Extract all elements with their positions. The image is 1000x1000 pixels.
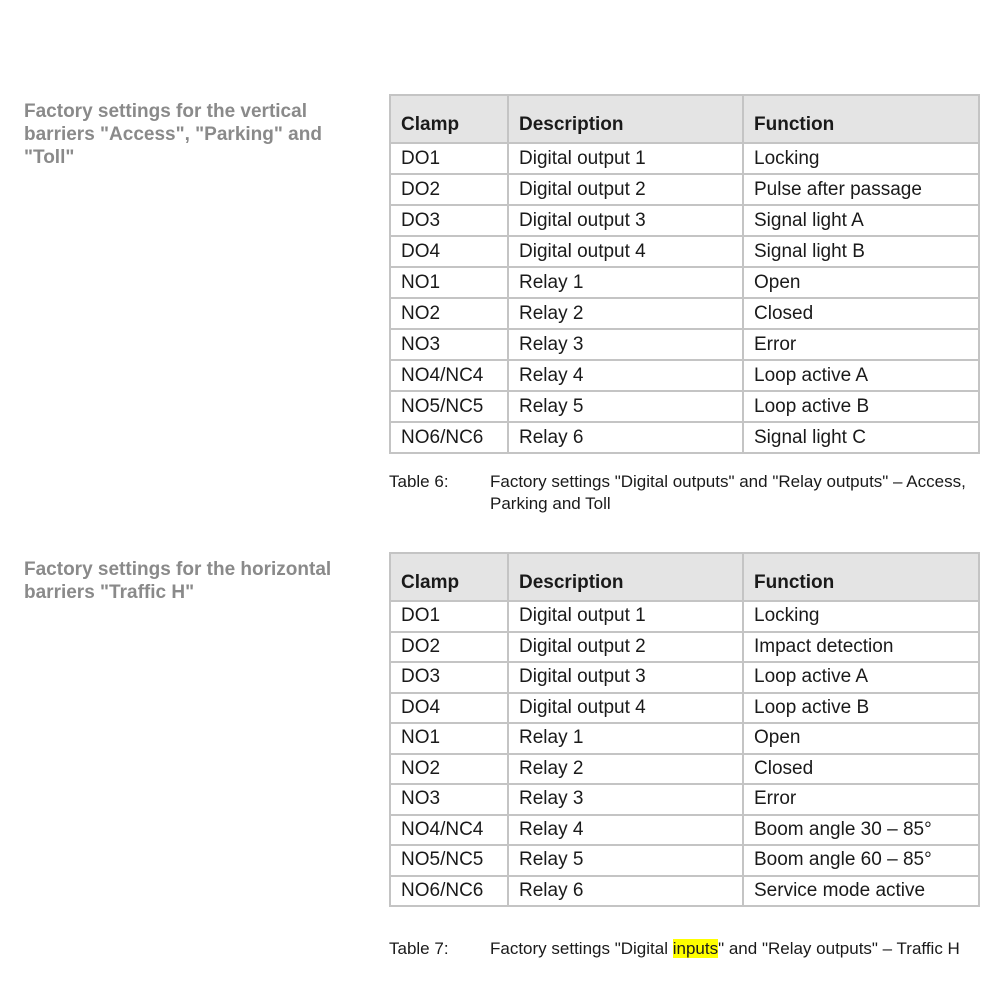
column-header-clamp: Clamp <box>390 553 508 601</box>
caption-label: Table 6: <box>389 472 449 491</box>
caption-text <box>490 938 980 960</box>
function-cell: Signal light C <box>743 422 979 453</box>
table-row <box>390 693 979 724</box>
description-cell: Digital output 4 <box>508 693 743 724</box>
description-cell: Digital output 3 <box>508 662 743 693</box>
function-cell: Locking <box>743 601 979 632</box>
column-header-function: Function <box>743 95 979 143</box>
table-row <box>390 662 979 693</box>
table-row <box>390 298 979 329</box>
description-cell: Digital output 2 <box>508 632 743 663</box>
clamp-cell: NO3 <box>390 329 508 360</box>
description-cell: Digital output 4 <box>508 236 743 267</box>
description-cell: Relay 2 <box>508 754 743 785</box>
table-row <box>390 205 979 236</box>
function-cell: Closed <box>743 298 979 329</box>
table-row <box>390 391 979 422</box>
caption-label: Table 7: <box>389 939 449 958</box>
table-header-row <box>390 95 979 143</box>
description-cell: Relay 6 <box>508 876 743 907</box>
column-header-description: Description <box>508 95 743 143</box>
clamp-cell: DO4 <box>390 693 508 724</box>
clamp-cell: NO3 <box>390 784 508 815</box>
function-cell: Closed <box>743 754 979 785</box>
clamp-cell: DO1 <box>390 601 508 632</box>
description-cell: Relay 5 <box>508 391 743 422</box>
clamp-cell: DO2 <box>390 632 508 663</box>
clamp-cell: NO1 <box>390 267 508 298</box>
function-cell: Error <box>743 784 979 815</box>
section-heading-vertical-barriers: Factory settings for the vertical barriers "Access", "Parking" and "Toll" <box>24 101 322 168</box>
description-cell: Relay 4 <box>508 360 743 391</box>
column-header-function: Function <box>743 553 979 601</box>
clamp-cell: DO2 <box>390 174 508 205</box>
factory-settings-table-horizontal <box>389 552 980 907</box>
function-cell: Signal light B <box>743 236 979 267</box>
function-cell: Signal light A <box>743 205 979 236</box>
column-header-description: Description <box>508 553 743 601</box>
function-cell: Service mode active <box>743 876 979 907</box>
function-cell: Open <box>743 723 979 754</box>
column-header-clamp: Clamp <box>390 95 508 143</box>
table-row <box>390 422 979 453</box>
function-cell: Loop active B <box>743 391 979 422</box>
description-cell: Relay 5 <box>508 845 743 876</box>
clamp-cell: NO6/NC6 <box>390 876 508 907</box>
description-cell: Relay 1 <box>508 723 743 754</box>
function-cell: Loop active A <box>743 360 979 391</box>
clamp-cell: NO1 <box>390 723 508 754</box>
clamp-cell: NO4/NC4 <box>390 360 508 391</box>
table-row <box>390 815 979 846</box>
table-header-row <box>390 553 979 601</box>
section-heading-horizontal-barriers: Factory settings for the horizontal barriers "Traffic H" <box>24 559 332 603</box>
clamp-cell: NO6/NC6 <box>390 422 508 453</box>
caption-text-after: " and "Relay outputs" – Traffic H <box>718 939 960 958</box>
function-cell: Loop active B <box>743 693 979 724</box>
table-row <box>390 845 979 876</box>
clamp-cell: NO4/NC4 <box>390 815 508 846</box>
table-row <box>390 601 979 632</box>
description-cell: Digital output 1 <box>508 601 743 632</box>
factory-settings-table-vertical <box>389 94 980 454</box>
clamp-cell: NO5/NC5 <box>390 845 508 876</box>
clamp-cell: DO3 <box>390 205 508 236</box>
table-row <box>390 754 979 785</box>
clamp-cell: DO3 <box>390 662 508 693</box>
caption-text-before: Factory settings "Digital <box>490 939 673 958</box>
table-row <box>390 236 979 267</box>
table-row <box>390 143 979 174</box>
table-row <box>390 632 979 663</box>
function-cell: Locking <box>743 143 979 174</box>
description-cell: Relay 6 <box>508 422 743 453</box>
function-cell: Pulse after passage <box>743 174 979 205</box>
description-cell: Relay 4 <box>508 815 743 846</box>
function-cell: Open <box>743 267 979 298</box>
clamp-cell: DO1 <box>390 143 508 174</box>
description-cell: Relay 1 <box>508 267 743 298</box>
table-row <box>390 267 979 298</box>
description-cell: Digital output 1 <box>508 143 743 174</box>
function-cell: Loop active A <box>743 662 979 693</box>
description-cell: Relay 3 <box>508 329 743 360</box>
function-cell: Impact detection <box>743 632 979 663</box>
table-row <box>390 360 979 391</box>
description-cell: Digital output 3 <box>508 205 743 236</box>
clamp-cell: DO4 <box>390 236 508 267</box>
table-row <box>390 329 979 360</box>
function-cell: Error <box>743 329 979 360</box>
table-row <box>390 723 979 754</box>
caption-highlighted-word: inputs <box>672 939 719 958</box>
clamp-cell: NO2 <box>390 754 508 785</box>
caption-text: Factory settings "Digital outputs" and "Relay outputs" – Access, Parking and Toll <box>490 472 966 513</box>
table-row <box>390 876 979 907</box>
table-row <box>390 174 979 205</box>
clamp-cell: NO2 <box>390 298 508 329</box>
table-row <box>390 784 979 815</box>
description-cell: Relay 2 <box>508 298 743 329</box>
function-cell: Boom angle 60 – 85° <box>743 845 979 876</box>
description-cell: Relay 3 <box>508 784 743 815</box>
description-cell: Digital output 2 <box>508 174 743 205</box>
function-cell: Boom angle 30 – 85° <box>743 815 979 846</box>
clamp-cell: NO5/NC5 <box>390 391 508 422</box>
